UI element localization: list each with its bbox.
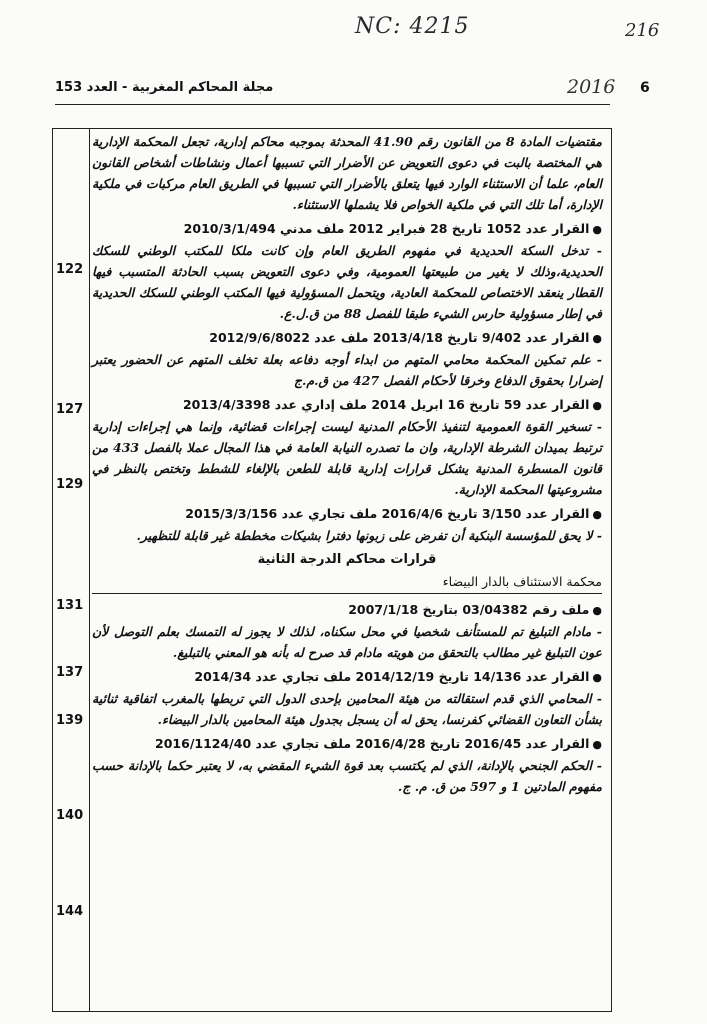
ruling-summary: - المحامي الذي قدم استقالته من هيئة المحامين بإحدى الدول التي تربطها بالمغرب اتفاقية ثنائية بشأن التعاون القضائي كفرنسا، يحق له أن يسجل بجدول هيئة المحامين بالدار البيضاء. (92, 691, 602, 727)
ruling-summary: - لا يحق للمؤسسة البنكية أن تفرض على زبونها دفترا بشيكات مخططة غير قابلة للتظهير. (136, 528, 602, 543)
bullet-icon: ● (592, 332, 602, 345)
section-title: قرارات محاكم الدرجة الثانية (257, 552, 437, 567)
ruling-reference: ●القرار عدد 14/136 تاريخ 2014/12/19 ملف تجاري عدد 2014/34 (194, 669, 602, 684)
list-item (92, 734, 602, 797)
ruling-summary: - مادام التبليغ تم للمستأنف شخصيا في محل سكناه، لذلك لا يجوز له التمسك بعلم التوصل لأن عون التبليغ غير مطالب بالتحقق من هويته مادام قد صرح له بأنه هو المعني بالتبليغ. (92, 624, 602, 660)
page-header (55, 76, 650, 105)
bullet-icon: ● (592, 399, 602, 412)
bullet-icon: ● (592, 671, 602, 684)
handwritten-year: 2016 (567, 76, 616, 98)
index-content (92, 131, 602, 801)
page-ref: 127 (56, 402, 84, 417)
ruling-reference: ●القرار عدد 1052 تاريخ 28 فبراير 2012 ملف مدني 2010/3/1/494 (183, 221, 602, 236)
list-item (92, 328, 602, 391)
bullet-icon: ● (592, 223, 602, 236)
court-name: محكمة الاستئناف بالدار البيضاء (92, 572, 602, 594)
ruling-reference: ●ملف رقم 03/04382 بتاريخ 2007/1/18 (348, 602, 602, 617)
list-item (92, 219, 602, 324)
list-item (92, 395, 602, 500)
page-ref: 137 (56, 665, 84, 680)
list-item (92, 504, 602, 546)
list-item (92, 131, 602, 215)
page-ref: 131 (56, 598, 84, 613)
bullet-icon: ● (592, 738, 602, 751)
page-ref: 144 (56, 904, 84, 919)
page-ref: 129 (56, 477, 84, 492)
page-number: 6 (640, 80, 650, 96)
journal-title: مجلة المحاكم المغربية - العدد 153 (55, 80, 274, 95)
handwritten-corner-number: 216 (625, 20, 660, 41)
ruling-summary: - الحكم الجنحي بالإدانة، الذي لم يكتسب بعد قوة الشيء المقضي به، لا يعتبر حكما بالإدانة حسب مفهوم المادتين 1 و 597 من ق. م. ج. (92, 758, 602, 794)
page-ref: 140 (56, 808, 84, 823)
list-item (92, 600, 602, 663)
bullet-icon: ● (592, 604, 602, 617)
ruling-reference: ●القرار عدد 9/402 تاريخ 2013/4/18 ملف عدد 2012/9/6/8022 (209, 330, 602, 345)
bullet-icon: ● (592, 508, 602, 521)
ruling-reference: ●القرار عدد 2016/45 تاريخ 2016/4/28 ملف تجاري عدد 2016/1124/40 (155, 736, 602, 751)
ruling-summary: - علم تمكين المحكمة محامي المتهم من ابداء أوجه دفاعه بعلة تخلف المتهم عن الحضور يعتبر إضرارا بحقوق الدفاع وخرقا لأحكام الفصل 427 من ق.م.ج (92, 352, 602, 388)
ruling-summary: مقتضيات المادة 8 من القانون رقم 41.90 المحدثة بموجبه محاكم إدارية، تجعل المحكمة الإدارية هي المختصة بالبت في دعوى التعويض عن الأضرار التي تسببها أعمال ونشاطات أشخاص القانون العام، علما أن الاستثناء الوارد فيها يتعلق بالأضرار التي تسببها في الطريق العام مركبات في ملكية الإدارة، أما تلك التي في ملكية الخواص فلا يشملها الاستثناء. (92, 134, 602, 212)
ruling-reference: ●القرار عدد 59 تاريخ 16 ابريل 2014 ملف إداري عدد 2013/4/3398 (182, 397, 602, 412)
ruling-summary: - تسخير القوة العمومية لتنفيذ الأحكام المدنية ليست إجراءات قضائية، وإنما هي إجراءات إدارية ترتبط بميدان الشرطة الإدارية، وان ما تصدره النيابة العامة في هذا المجال عملا بالفصل 433 من قانون المسطرة المدنية يشكل قرارات إدارية قابلة للطعن بالإلغاء للشطط وتختص بالنظر في مشروعيتها المحكمة الإدارية. (92, 419, 602, 497)
list-item (92, 667, 602, 730)
ruling-reference: ●القرار عدد 3/150 تاريخ 2016/4/6 ملف تجاري عدد 2015/3/3/156 (185, 506, 602, 521)
page-ref: 122 (56, 262, 84, 277)
handwritten-reference: NC: 4215 (355, 14, 470, 39)
ruling-summary: - تدخل السكة الحديدية في مفهوم الطريق العام وإن كانت ملكا للمكتب الوطني للسكك الحديدية،وذلك لا يغير من طبيعتها العمومية، وفي دعوى التعويض بسبب الحادثة المتسبب فيها القطار ينعقد الاختصاص للمحكمة العادية، ويتحمل المسؤولية فيها المكتب الوطني للسكك الحديدية في إطار مسؤولية حارس الشيء طبقا للفصل 88 من ق.ل.ع. (92, 243, 602, 321)
page-ref: 139 (56, 713, 84, 728)
